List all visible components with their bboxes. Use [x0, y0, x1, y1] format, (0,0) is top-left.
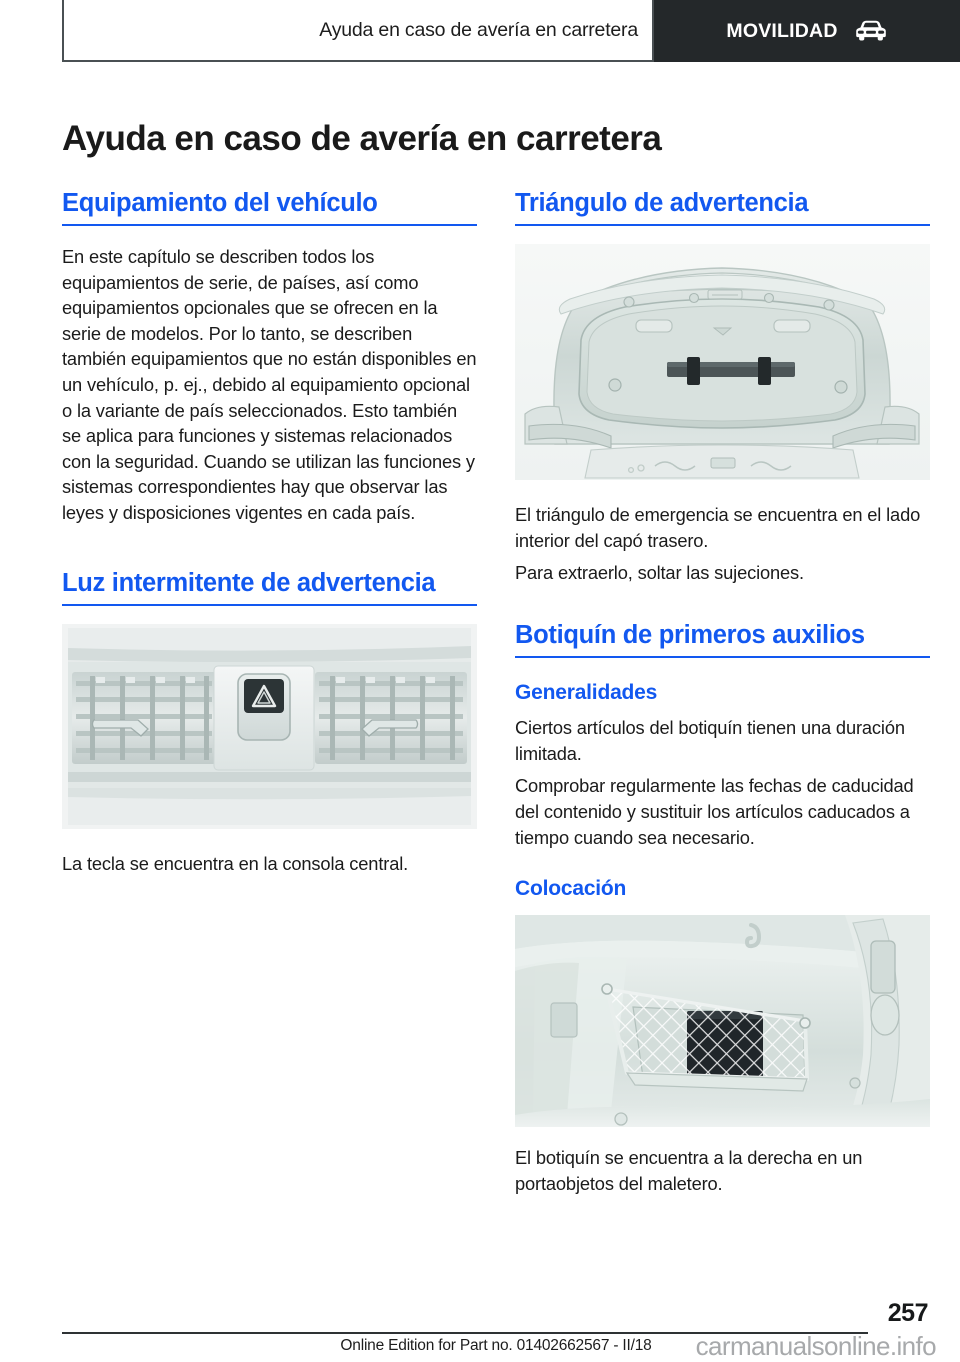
content-columns: [62, 188, 930, 1197]
chapter-tab-movilidad[interactable]: [654, 0, 960, 62]
subsection-heading-colocacion: Colocación: [515, 877, 627, 901]
spacer: [515, 586, 930, 620]
header-left-spacer: [0, 0, 62, 62]
trunk-side-cargo-net-first-aid-kit-illustration: [515, 915, 930, 1127]
footer-edition-text: Online Edition for Part no. 01402662567 - II/18: [340, 1337, 652, 1354]
figure-center-console-hazard-button: [62, 624, 477, 829]
section-heading-equipamiento-del-vehiculo: Equipamiento del vehículo: [62, 188, 477, 226]
spacer: [62, 526, 477, 568]
section-heading-luz-intermitente-de-advertencia: Luz intermitente de advertencia: [62, 568, 477, 606]
spacer: [62, 606, 477, 624]
trunk-lid-warning-triangle-illustration: [515, 244, 930, 480]
paragraph-triangulo-ubicacion: El triángulo de emergencia se encuentra en el lado interior del capó trasero.: [515, 504, 921, 551]
spacer: [515, 226, 930, 244]
right-column: [515, 188, 930, 1197]
paragraph-equipamiento-intro: En este capítulo se describen todos los equipamientos de serie, de países, así como equipamientos opcionales que se ofrecen en la serie de modelos. Por lo tanto, se describen también equipamientos que no están disponibles en un vehículo, p. ej., debido al equipamiento opcional o la variante de país seleccionados. Esto también se aplica para funciones y sistemas relacionados con la seguridad. Cuando se utilizan las funciones y sistemas correspondientes hay que observar las leyes y disposiciones vigentes en cada país.: [62, 246, 477, 524]
page-header: [0, 0, 960, 62]
left-column: [62, 188, 477, 1197]
figure-trunk-side-cargo-net: [515, 915, 930, 1127]
section-heading-botiquin-de-primeros-auxilios: Botiquín de primeros auxilios: [515, 620, 930, 658]
spacer: [515, 705, 930, 715]
figure-trunk-lid-warning-triangle: [515, 244, 930, 480]
spacer: [515, 658, 930, 680]
paragraph-triangulo-extraccion: Para extraerlo, soltar las sujeciones.: [515, 562, 804, 584]
spacer: [515, 1127, 930, 1145]
breadcrumb: [62, 0, 654, 62]
breadcrumb-label: Ayuda en caso de avería en carretera: [319, 18, 638, 41]
footer-divider: [62, 1332, 868, 1334]
section-heading-triangulo-de-advertencia: Triángulo de advertencia: [515, 188, 930, 226]
paragraph-generalidades-2: Comprobar regularmente las fechas de caducidad del contenido y sustituir los artículos caducados a tiempo cuando sea necesario.: [515, 775, 914, 848]
subsection-heading-generalidades: Generalidades: [515, 681, 658, 704]
page-footer: [62, 1299, 936, 1361]
watermark: carmanualsonline.info: [695, 1331, 936, 1361]
caption-center-console: La tecla se encuentra en la consola central.: [62, 852, 409, 874]
spacer: [62, 226, 477, 244]
spacer: [515, 480, 930, 502]
center-console-hazard-button-illustration: [62, 624, 477, 829]
spacer: [62, 829, 477, 851]
spacer: [515, 850, 930, 876]
chapter-tab-label: MOVILIDAD: [726, 19, 838, 42]
caption-botiquin-ubicacion: El botiquín se encuentra a la derecha en un portaobjetos del maletero.: [515, 1147, 863, 1194]
paragraph-generalidades-1: Ciertos artículos del botiquín tienen una duración limitada.: [515, 717, 905, 764]
page-title: Ayuda en caso de avería en carretera: [62, 119, 662, 159]
car-front-icon: [854, 20, 888, 42]
page-number: 257: [887, 1299, 928, 1327]
spacer: [515, 901, 930, 915]
